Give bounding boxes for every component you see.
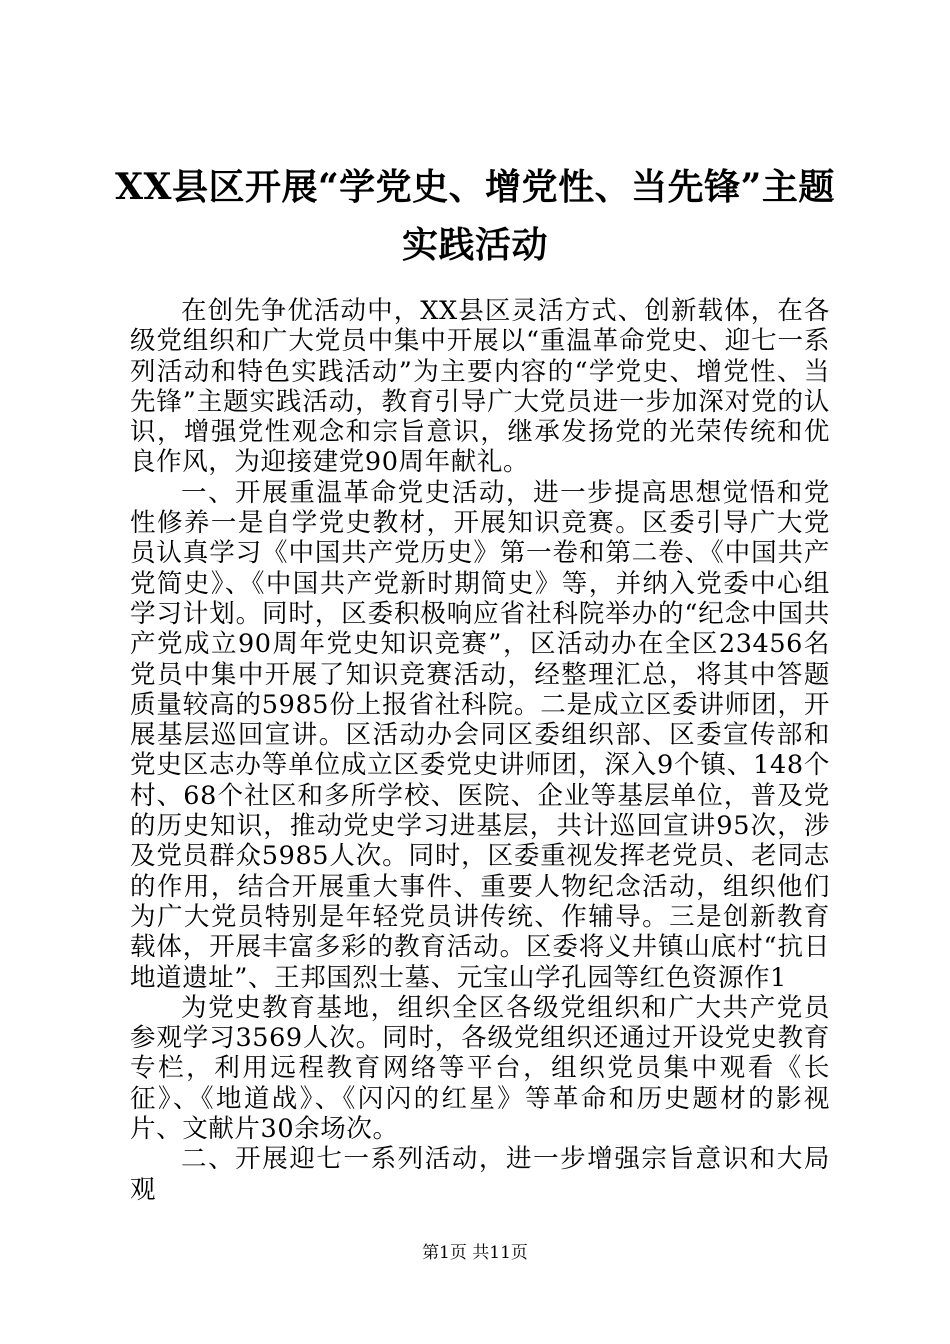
page-footer: 第1页 共11页: [422, 1243, 528, 1263]
document-body: [130, 296, 830, 1205]
paragraph-continuation: 为党史教育基地，组织全区各级党组织和广大共产党员参观学习3569人次。同时，各级党组织还通过开设党史教育专栏，利用远程教育网络等平台，组织党员集中观看《长征》、《地道战》、《闪闪的红星》等革命和历史题材的影视片、文献片30余场次。: [130, 992, 830, 1145]
document-title: XX县区开展“学党史、增党性、当先锋”主题实践活动: [115, 166, 835, 266]
paragraph-intro: 在创先争优活动中，XX县区灵活方式、创新载体，在各级党组织和广大党员中集中开展以“重温革命党史、迎七一系列活动和特色实践活动”为主要内容的“学党史、增党性、当先锋”主题实践活动，教育引导广大党员进一步加深对党的认识，增强党性观念和宗旨意识，继承发扬党的光荣传统和优良作风，为迎接建党90周年献礼。: [130, 296, 830, 478]
paragraph-section-one: 一、开展重温革命党史活动，进一步提高思想觉悟和党性修养一是自学党史教材，开展知识竞赛。区委引导广大党员认真学习《中国共产党历史》第一卷和第二卷、《中国共产党简史》、《中国共产党新时期简史》等，并纳入党委中心组学习计划。同时，区委积极响应省社科院举办的“纪念中国共产党成立90周年党史知识竞赛”，区活动办在全区23456名党员中集中开展了知识竞赛活动，经整理汇总，将其中答题质量较高的5985份上报省社科院。二是成立区委讲师团，开展基层巡回宣讲。区活动办会同区委组织部、区委宣传部和党史区志办等单位成立区委党史讲师团，深入9个镇、148个村、68个社区和多所学校、医院、企业等基层单位，普及党的历史知识，推动党史学习进基层，共计巡回宣讲95次，涉及党员群众5985人次。同时，区委重视发挥老党员、老同志的作用，结合开展重大事件、重要人物纪念活动，组织他们为广大党员特别是年轻党员讲传统、作辅导。三是创新教育载体，开展丰富多彩的教育活动。区委将义井镇山底村“抗日地道遗址”、王邦国烈士墓、元宝山学孔园等红色资源作1: [130, 477, 830, 993]
paragraph-section-two: 二、开展迎七一系列活动，进一步增强宗旨意识和大局观: [130, 1144, 830, 1205]
